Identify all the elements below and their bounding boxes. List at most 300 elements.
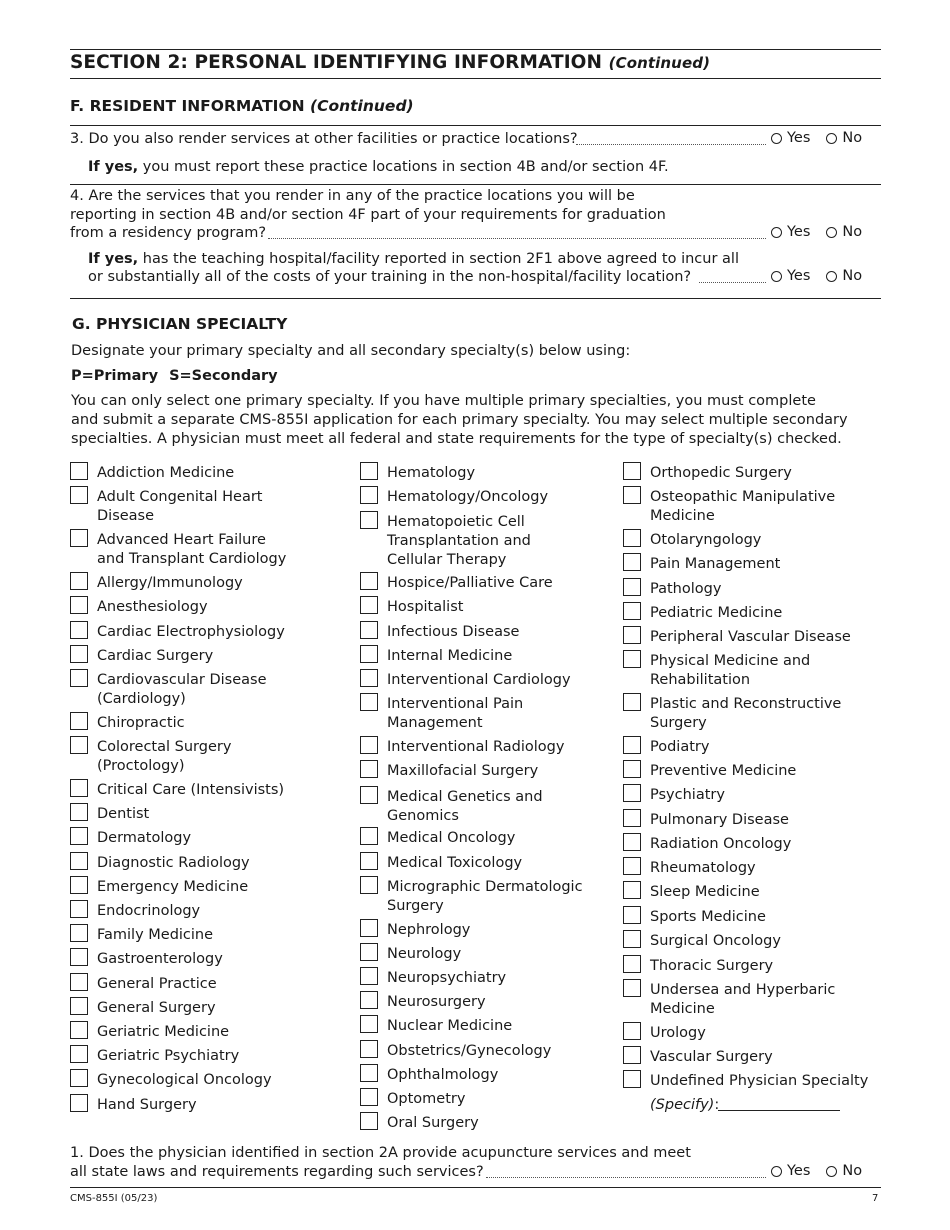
specialty-checkbox[interactable]	[360, 596, 378, 614]
specialty-label-line: Cardiac Electrophysiology	[97, 624, 285, 640]
specialty-label-line: Emergency Medicine	[97, 879, 249, 895]
specialty-option[interactable]	[70, 531, 286, 569]
resident-title	[70, 97, 414, 115]
q4-sub-bold: If yes,	[88, 251, 139, 267]
specialty-checkbox[interactable]	[360, 1040, 378, 1058]
specialty-checkbox[interactable]	[360, 760, 378, 778]
q4-yes-label: Yes	[787, 224, 811, 240]
specialty-label	[97, 926, 213, 945]
specialty-label	[97, 878, 248, 897]
specialty-label-line: Plastic and Reconstructive	[650, 696, 842, 712]
specialty-checkbox[interactable]	[70, 803, 88, 821]
specialty-option[interactable]	[623, 580, 721, 599]
specialty-label-line: Sleep Medicine	[650, 884, 760, 900]
specialty-option[interactable]	[360, 878, 583, 916]
form-id: CMS-855I (05/23)	[70, 1193, 158, 1204]
specialty-option[interactable]	[360, 921, 470, 940]
specialty-label-line: Gynecological Oncology	[97, 1072, 272, 1088]
specialty-para-line1: You can only select one primary specialty. If you have multiple primary specialties, you must complete	[71, 393, 816, 409]
specialty-checkbox[interactable]	[360, 572, 378, 590]
specialty-checkbox[interactable]	[623, 784, 641, 802]
specialty-label-line: Sports Medicine	[650, 909, 766, 925]
specialty-option[interactable]	[70, 574, 243, 593]
specialty-title: G. PHYSICIAN SPECIALTY	[72, 315, 288, 333]
specialty-label-line: Pulmonary Disease	[650, 812, 789, 828]
specialty-checkbox[interactable]	[623, 809, 641, 827]
specialty-label	[387, 878, 583, 916]
specialty-checkbox[interactable]	[70, 1045, 88, 1063]
specialty-option[interactable]	[623, 464, 792, 483]
specialty-option[interactable]	[70, 671, 267, 709]
specialty-checkbox[interactable]	[623, 1070, 641, 1088]
specialty-option[interactable]	[70, 926, 213, 945]
specialty-label-line: Adult Congenital Heart	[97, 489, 263, 505]
specialty-label	[650, 604, 782, 623]
specialty-option[interactable]	[623, 628, 851, 647]
specialty-checkbox[interactable]	[360, 736, 378, 754]
q4-line1: 4. Are the services that you render in any of the practice locations you will be	[70, 188, 635, 204]
specialty-label-line: Maxillofacial Surgery	[387, 763, 539, 779]
specialty-label	[387, 738, 564, 757]
q4-sub-yes[interactable]	[771, 268, 810, 284]
specialty-option[interactable]	[70, 975, 217, 994]
specialty-label-line: Interventional Radiology	[387, 739, 565, 755]
specialty-label	[97, 999, 216, 1018]
specialty-option[interactable]	[70, 950, 223, 969]
specialty-checkbox[interactable]	[70, 924, 88, 942]
acupuncture-line2: all state laws and requirements regarding such services?	[70, 1164, 484, 1180]
q4-options	[771, 224, 862, 240]
specialty-option[interactable]	[360, 1114, 479, 1133]
specialty-option[interactable]	[70, 902, 200, 921]
radio-icon	[771, 133, 782, 144]
specialty-checkbox[interactable]	[360, 1088, 378, 1106]
specialty-label	[97, 805, 149, 824]
specialty-option[interactable]	[70, 829, 191, 848]
specialty-checkbox[interactable]	[360, 991, 378, 1009]
specialty-label-line: Cellular Therapy	[387, 552, 507, 568]
acupuncture-leader	[486, 1177, 766, 1178]
specialty-label	[97, 1047, 239, 1066]
specialty-label-line: Otolaryngology	[650, 532, 762, 548]
specialty-checkbox[interactable]	[70, 1094, 88, 1112]
specialty-label-line: Medicine	[650, 1001, 715, 1017]
specialty-label-line: Hand Surgery	[97, 1097, 197, 1113]
specialty-label	[387, 1114, 479, 1133]
specialty-option[interactable]	[623, 981, 835, 1019]
specialty-checkbox[interactable]	[623, 955, 641, 973]
specialty-label	[97, 1023, 229, 1042]
specialty-label-line: Radiation Oncology	[650, 836, 792, 852]
acupuncture-options	[771, 1163, 862, 1179]
specialty-option[interactable]	[70, 999, 216, 1018]
section-title	[70, 52, 710, 73]
radio-icon	[771, 271, 782, 282]
q3-options	[771, 130, 862, 146]
specialty-checkbox[interactable]	[623, 857, 641, 875]
radio-icon	[771, 1166, 782, 1177]
specialty-option[interactable]	[623, 883, 760, 902]
specialty-option[interactable]	[360, 464, 475, 483]
specialty-checkbox[interactable]	[70, 486, 88, 504]
specialty-checkbox[interactable]	[360, 621, 378, 639]
q4-yes[interactable]	[771, 224, 810, 240]
q3-no[interactable]	[826, 130, 862, 146]
specialty-checkbox[interactable]	[623, 881, 641, 899]
specialty-option[interactable]	[360, 788, 543, 826]
radio-icon	[826, 271, 837, 282]
specialty-option[interactable]	[70, 488, 262, 526]
acupuncture-yes[interactable]	[771, 1163, 810, 1179]
specialty-label-line: Transplantation and	[387, 533, 531, 549]
specialty-checkbox[interactable]	[70, 948, 88, 966]
specialty-label-line: Hospitalist	[387, 599, 464, 615]
specialty-option[interactable]	[623, 932, 781, 951]
specialty-checkbox[interactable]	[70, 1021, 88, 1039]
specialty-checkbox[interactable]	[360, 827, 378, 845]
specialty-label-line: Nephrology	[387, 922, 471, 938]
specialty-checkbox[interactable]	[70, 779, 88, 797]
specialty-option[interactable]	[360, 1090, 465, 1109]
specialty-checkbox[interactable]	[623, 979, 641, 997]
acupuncture-yes-label: Yes	[787, 1163, 811, 1179]
specialty-label-line: Anesthesiology	[97, 599, 208, 615]
specialty-option[interactable]	[623, 859, 756, 878]
specialty-label-line: Obstetrics/Gynecology	[387, 1043, 552, 1059]
specialty-label-line: Disease	[97, 508, 155, 524]
specialty-option[interactable]	[360, 829, 515, 848]
specialty-option[interactable]	[623, 488, 835, 526]
specialty-checkbox[interactable]	[70, 997, 88, 1015]
specialty-option[interactable]	[623, 652, 810, 690]
specialty-label-line: Allergy/Immunology	[97, 575, 243, 591]
specialty-label-line: Endocrinology	[97, 903, 201, 919]
specialty-checkbox[interactable]	[623, 906, 641, 924]
specialty-option[interactable]	[360, 695, 523, 733]
specialty-label-line: Orthopedic Surgery	[650, 465, 792, 481]
specialty-checkbox[interactable]	[623, 930, 641, 948]
specialty-label	[650, 835, 791, 854]
specialty-checkbox[interactable]	[70, 1069, 88, 1087]
q3-note	[88, 158, 669, 177]
resident-title-text: F. RESIDENT INFORMATION	[70, 97, 305, 115]
specialty-label	[650, 883, 760, 902]
section-continued: (Continued)	[608, 54, 711, 72]
specialty-label-line: Advanced Heart Failure	[97, 532, 266, 548]
specialty-option[interactable]	[70, 738, 231, 776]
specialty-option[interactable]	[70, 1071, 272, 1090]
specialty-checkbox[interactable]	[360, 1064, 378, 1082]
specialty-checkbox[interactable]	[70, 736, 88, 754]
resident-rule	[70, 125, 881, 126]
specialty-label	[387, 574, 553, 593]
footer-rule	[70, 1187, 881, 1188]
specialty-label	[650, 1048, 773, 1067]
top-rule	[70, 49, 881, 50]
q4-sub-no-label: No	[842, 268, 863, 284]
specialty-checkbox[interactable]	[623, 1022, 641, 1040]
specialty-checkbox[interactable]	[623, 462, 641, 480]
specialty-checkbox[interactable]	[70, 645, 88, 663]
specify-label-text: (Specify)	[650, 1097, 715, 1113]
specialty-label-line: Gastroenterology	[97, 951, 223, 967]
specialty-option[interactable]	[360, 854, 522, 873]
specialty-option[interactable]	[623, 695, 841, 733]
specialty-option[interactable]	[623, 604, 782, 623]
specialty-option[interactable]	[360, 969, 506, 988]
specialty-option[interactable]	[70, 805, 149, 824]
specialty-label-line: Ophthalmology	[387, 1067, 499, 1083]
specialty-checkbox[interactable]	[360, 919, 378, 937]
specialty-option[interactable]	[623, 531, 761, 550]
specialty-label-line: and Transplant Cardiology	[97, 551, 287, 567]
specialty-label	[650, 762, 796, 781]
specialty-label-line: Osteopathic Manipulative	[650, 489, 836, 505]
specialty-label	[387, 993, 486, 1012]
specialty-option[interactable]	[360, 488, 548, 507]
specialty-option[interactable]	[360, 598, 463, 617]
q4-no-label: No	[842, 224, 863, 240]
specialty-checkbox[interactable]	[360, 511, 378, 529]
specialty-label	[650, 859, 756, 878]
specialty-checkbox[interactable]	[70, 596, 88, 614]
specialty-option[interactable]	[360, 647, 512, 666]
specialty-label-line: Peripheral Vascular Disease	[650, 629, 851, 645]
specialty-option[interactable]	[623, 957, 773, 976]
specialty-option[interactable]	[360, 762, 538, 781]
specialty-option[interactable]	[360, 1066, 498, 1085]
specialty-option[interactable]	[360, 671, 571, 690]
specialty-option[interactable]	[623, 555, 780, 574]
specialty-option[interactable]	[70, 598, 208, 617]
specialty-label	[650, 738, 709, 757]
specialty-label-line: Rehabilitation	[650, 672, 751, 688]
specialty-option[interactable]	[70, 1047, 239, 1066]
specialty-checkbox[interactable]	[70, 572, 88, 590]
specialty-checkbox[interactable]	[360, 786, 378, 804]
specify-colon: :	[714, 1097, 720, 1113]
specialty-checkbox[interactable]	[70, 529, 88, 547]
specialty-option[interactable]	[360, 623, 519, 642]
q4-sub-leader	[699, 282, 766, 283]
specialty-label	[387, 854, 522, 873]
specialty-label	[387, 464, 475, 483]
specialty-label	[650, 628, 851, 647]
specialty-checkbox[interactable]	[360, 669, 378, 687]
specialty-option[interactable]	[623, 1048, 773, 1067]
specialty-label-line: Pediatric Medicine	[650, 605, 783, 621]
specialty-label-line: Dermatology	[97, 830, 192, 846]
specialty-checkbox[interactable]	[623, 602, 641, 620]
specialty-option[interactable]	[360, 993, 486, 1012]
specialty-label	[650, 908, 766, 927]
specialty-option[interactable]	[623, 1072, 868, 1091]
specialty-label	[650, 580, 721, 599]
specialty-label-line: Rheumatology	[650, 860, 756, 876]
specialty-label-line: Preventive Medicine	[650, 763, 797, 779]
specialty-label-line: Geriatric Psychiatry	[97, 1048, 240, 1064]
specialty-checkbox[interactable]	[623, 693, 641, 711]
specialty-label-line: Medical Genetics and	[387, 789, 543, 805]
q4-sub-line2: or substantially all of the costs of your training in the non-hospital/facility location?	[88, 269, 692, 285]
specialty-label-line: Psychiatry	[650, 787, 725, 803]
specialty-checkbox[interactable]	[70, 900, 88, 918]
specialty-legend	[71, 367, 278, 386]
specialty-label	[650, 1024, 706, 1043]
specialty-label-line: General Practice	[97, 976, 217, 992]
specialty-checkbox[interactable]	[360, 1112, 378, 1130]
specialty-label-line: Diagnostic Radiology	[97, 855, 250, 871]
specialty-option[interactable]	[623, 811, 789, 830]
specialty-label-line: Surgery	[650, 715, 707, 731]
specialty-para-line3: specialties. A physician must meet all federal and state requirements for the type of specialty(s) checked.	[71, 431, 842, 447]
specialty-checkbox[interactable]	[360, 1015, 378, 1033]
specialty-label	[650, 555, 780, 574]
specialty-option[interactable]	[360, 738, 564, 757]
specialty-label-line: Surgical Oncology	[650, 933, 781, 949]
specialty-label	[650, 464, 792, 483]
specialty-checkbox[interactable]	[623, 650, 641, 668]
specialty-checkbox[interactable]	[360, 693, 378, 711]
specialty-label	[387, 598, 463, 617]
specialty-label	[97, 1096, 197, 1115]
specialty-label	[387, 513, 531, 570]
q4-sub-line1	[88, 250, 739, 269]
radio-icon	[826, 1166, 837, 1177]
specialty-label	[387, 762, 538, 781]
q3-leader	[576, 144, 766, 145]
specialty-option[interactable]	[70, 647, 213, 666]
specialty-option[interactable]	[70, 714, 185, 733]
specialty-label	[97, 975, 217, 994]
specialty-label	[650, 1072, 868, 1091]
q4-sub-options	[771, 268, 862, 284]
specialty-option[interactable]	[623, 786, 725, 805]
specialty-label-line: Oral Surgery	[387, 1115, 479, 1131]
specialty-option[interactable]	[623, 738, 709, 757]
specialty-checkbox[interactable]	[623, 578, 641, 596]
specialty-label-line: Management	[387, 715, 483, 731]
specialty-intro: Designate your primary specialty and all secondary specialty(s) below using:	[71, 343, 631, 359]
specialty-option[interactable]	[623, 762, 796, 781]
specialty-para-line2: and submit a separate CMS-855I application for each primary specialty. You may select multiple secondary	[71, 412, 848, 428]
specialty-checkbox[interactable]	[623, 553, 641, 571]
specialty-checkbox[interactable]	[623, 1046, 641, 1064]
specialty-option[interactable]	[623, 908, 766, 927]
specialty-label-line: Neurosurgery	[387, 994, 486, 1010]
specialty-checkbox[interactable]	[360, 645, 378, 663]
specialty-checkbox[interactable]	[70, 876, 88, 894]
specialty-label-line: Infectious Disease	[387, 624, 520, 640]
specialty-option[interactable]	[623, 1024, 706, 1043]
specialty-option[interactable]	[70, 781, 284, 800]
specialty-label	[387, 829, 515, 848]
specialty-option[interactable]	[70, 1023, 229, 1042]
q4-no[interactable]	[826, 224, 862, 240]
q3-rule	[70, 184, 881, 185]
specialty-label	[650, 695, 841, 733]
specialty-checkbox[interactable]	[623, 626, 641, 644]
specialty-label-line: Cardiovascular Disease	[97, 672, 267, 688]
specialty-label-line: Thoracic Surgery	[650, 958, 774, 974]
specialty-checkbox[interactable]	[623, 736, 641, 754]
specialty-label	[97, 1071, 272, 1090]
specialty-option[interactable]	[360, 1042, 551, 1061]
specialty-checkbox[interactable]	[623, 486, 641, 504]
specialty-label	[387, 921, 470, 940]
specialty-label	[97, 829, 191, 848]
specify-input[interactable]	[718, 1110, 840, 1111]
specialty-checkbox[interactable]	[70, 621, 88, 639]
specialty-option[interactable]	[70, 1096, 197, 1115]
q3-yes[interactable]	[771, 130, 810, 146]
specialty-checkbox[interactable]	[70, 712, 88, 730]
specialty-checkbox[interactable]	[360, 876, 378, 894]
specialty-checkbox[interactable]	[70, 669, 88, 687]
radio-icon	[771, 227, 782, 238]
specialty-checkbox[interactable]	[623, 529, 641, 547]
specialty-label	[387, 945, 461, 964]
specialty-checkbox[interactable]	[70, 462, 88, 480]
specialty-option[interactable]	[623, 835, 791, 854]
specialty-checkbox[interactable]	[360, 486, 378, 504]
specialty-label	[97, 488, 262, 526]
specialty-label-line: (Proctology)	[97, 758, 185, 774]
q3-no-label: No	[842, 130, 863, 146]
specialty-label-line: General Surgery	[97, 1000, 216, 1016]
q4-sub-no[interactable]	[826, 268, 862, 284]
specialty-checkbox[interactable]	[360, 462, 378, 480]
specialty-option[interactable]	[360, 1017, 512, 1036]
q3-text: 3. Do you also render services at other facilities or practice locations?	[70, 131, 578, 147]
specialty-checkbox[interactable]	[360, 967, 378, 985]
specialty-option[interactable]	[70, 878, 248, 897]
legend-primary: P=Primary	[71, 368, 159, 384]
acupuncture-no[interactable]	[826, 1163, 862, 1179]
specialty-checkbox[interactable]	[70, 973, 88, 991]
specialty-label	[387, 1090, 465, 1109]
specialty-label-line: Medicine	[650, 508, 715, 524]
acupuncture-no-label: No	[842, 1163, 863, 1179]
specialty-checkbox[interactable]	[623, 833, 641, 851]
specialty-option[interactable]	[70, 464, 234, 483]
specialty-label	[387, 969, 506, 988]
specialty-label	[387, 671, 571, 690]
specialty-option[interactable]	[360, 574, 553, 593]
specialty-label	[650, 981, 835, 1019]
q3-yes-label: Yes	[787, 130, 811, 146]
specialty-checkbox[interactable]	[70, 852, 88, 870]
specialty-label-line: Optometry	[387, 1091, 466, 1107]
specialty-label	[387, 647, 512, 666]
section-rule	[70, 78, 881, 79]
specialty-label-line: Cardiac Surgery	[97, 648, 214, 664]
specialty-label-line: (Cardiology)	[97, 691, 186, 707]
specialty-option[interactable]	[70, 854, 250, 873]
specialty-checkbox[interactable]	[360, 852, 378, 870]
specialty-label-line: Interventional Cardiology	[387, 672, 571, 688]
specialty-label	[387, 1066, 498, 1085]
specialty-option[interactable]	[360, 945, 461, 964]
specialty-label	[97, 598, 208, 617]
specialty-option[interactable]	[70, 623, 285, 642]
specialty-checkbox[interactable]	[70, 827, 88, 845]
specialty-label	[97, 738, 231, 776]
specialty-checkbox[interactable]	[623, 760, 641, 778]
legend-secondary: S=Secondary	[169, 368, 278, 384]
specialty-checkbox[interactable]	[360, 943, 378, 961]
specialty-option[interactable]	[360, 513, 531, 570]
